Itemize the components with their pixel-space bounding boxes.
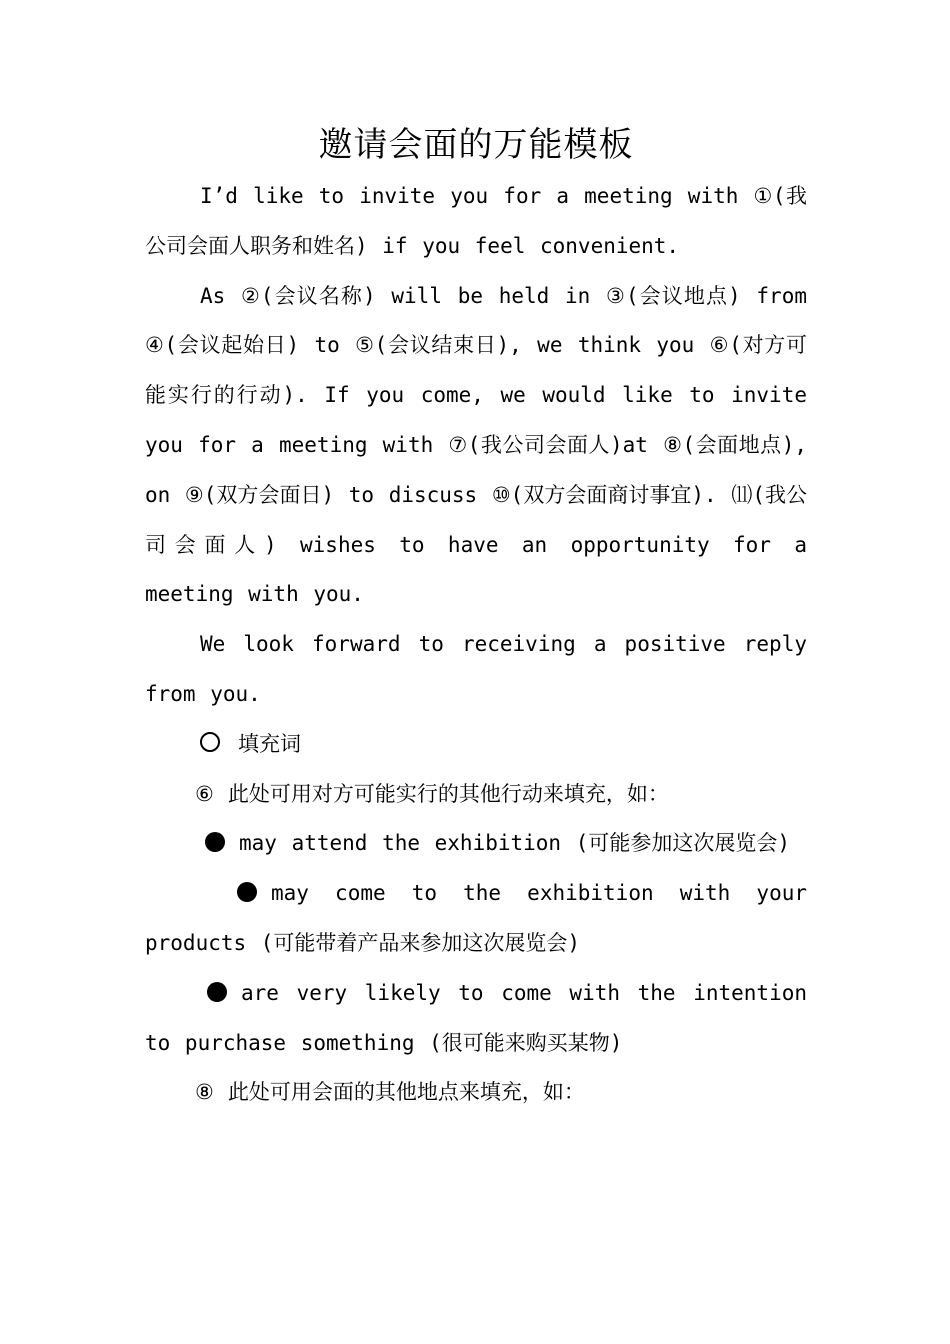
- bullet-item: [145, 969, 807, 1069]
- bullet-text: are very likely to come with the intention to purchase something (很可能来购买某物): [145, 980, 807, 1055]
- bullet-item: [145, 819, 807, 869]
- filler-heading-line: [145, 720, 807, 770]
- note-6-text: 此处可用对方可能实行的其他行动来填充，如：: [227, 781, 669, 806]
- note-8-line: [145, 1068, 807, 1118]
- bullet-dot-icon: [207, 982, 227, 1002]
- paragraph-closing: We look forward to receiving a positive reply from you.: [145, 632, 807, 706]
- note-6-marker: ⑥: [195, 781, 214, 806]
- bullet-text: may come to the exhibition with your products (可能带着产品来参加这次展览会): [145, 881, 807, 955]
- note-6-line: [145, 770, 807, 820]
- note-8-marker: ⑧: [195, 1080, 214, 1105]
- paragraph-details: As ②(会议名称) will be held in ③(会议地点) from ④(会议起始日) to ⑤(会议结束日), we think you ⑥(对方可能实行的行动). If you come, we would like to invite you for a meeting with ⑦(我公司会面人)at ⑧(会面地点), on ⑨(双方会面日) to discuss ⑩(双方会面商讨事宜). ⑾(我公司会面人) wishes to have an opportunity for a meeting with you.: [145, 283, 807, 607]
- bullet-text: may attend the exhibition (可能参加这次展览会): [239, 831, 791, 856]
- bullet-dot-icon: [237, 882, 257, 902]
- note-8-text: 此处可用会面的其他地点来填充，如：: [227, 1080, 585, 1105]
- paragraph-invitation: I’d like to invite you for a meeting with ①(我公司会面人职务和姓名) if you feel convenient.: [145, 184, 807, 258]
- bullet-item: [145, 869, 807, 969]
- circle-outline-icon: [200, 732, 220, 752]
- document-page: [145, 120, 807, 1118]
- filler-heading: 填充词: [238, 731, 301, 756]
- document-title: 邀请会面的万能模板: [318, 125, 634, 165]
- bullet-dot-icon: [205, 832, 225, 852]
